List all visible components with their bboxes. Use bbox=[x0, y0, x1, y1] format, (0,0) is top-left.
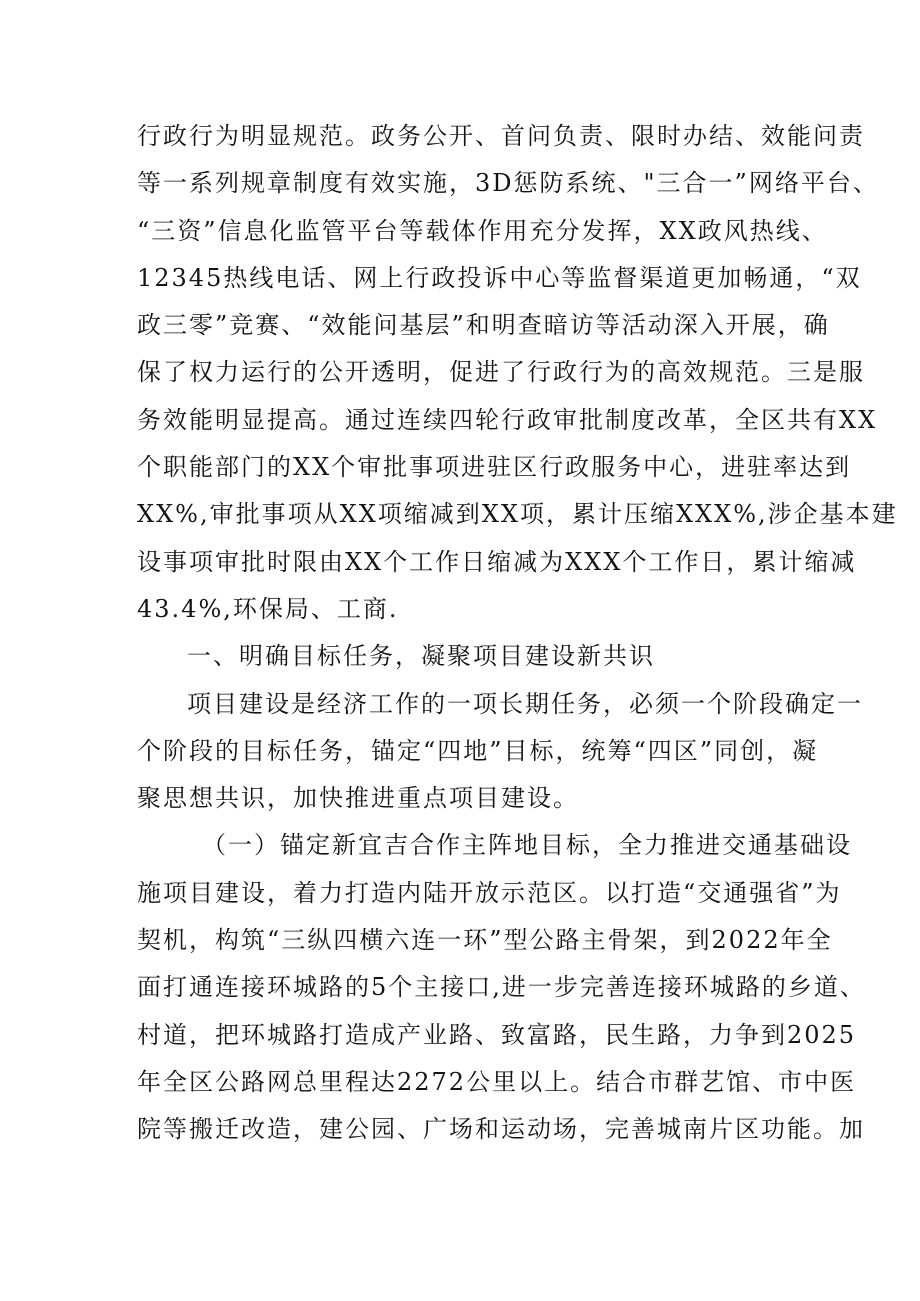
text-line: 保了权力运行的公开透明，促进了行政行为的高效规范。三是服 bbox=[137, 358, 865, 387]
text-line: 个职能部门的XX个审批事项进驻区行政服务中心，进驻率达到 bbox=[137, 453, 852, 482]
text-line: 聚思想共识，加快推进重点项目建设。 bbox=[137, 784, 579, 813]
text-line: 43.4%,环保局、工商. bbox=[137, 594, 399, 623]
subsection-first-line: （一）锚定新宜吉合作主阵地目标，全力推进交通基础设 bbox=[202, 831, 852, 860]
text-line: 设事项审批时限由XX个工作日缩减为XXX个工作日，累计缩减 bbox=[137, 547, 857, 576]
text-line: 行政行为明显规范。政务公开、首问负责、限时办结、效能问责 bbox=[137, 122, 865, 150]
document-body bbox=[137, 113, 898, 1154]
text-line: 12345热线电话、网上行政投诉中心等监督渠道更加畅通，“双 bbox=[137, 263, 862, 292]
text-line: 政三零”竞赛、“效能问基层”和明查暗访等活动深入开展，确 bbox=[137, 311, 830, 340]
text-line: 个阶段的目标任务，锚定“四地”目标，统筹“四区”同创，凝 bbox=[137, 736, 819, 765]
text-line: 村道，把环城路打造成产业路、致富路，民生路，力争到2025 bbox=[137, 1020, 857, 1049]
text-line: XX%,审批事项从XX项缩减到XX项，累计压缩XXX%,涉企基本建 bbox=[137, 500, 898, 529]
text-line: “三资”信息化监管平台等载体作用充分发挥，XX政风热线、 bbox=[137, 216, 828, 245]
paragraph-first-line: 项目建设是经济工作的一项长期任务，必须一个阶段确定一 bbox=[187, 689, 863, 718]
text-line: 年全区公路网总里程达2272公里以上。结合市群艺馆、市中医 bbox=[137, 1067, 857, 1096]
text-line: 契机，构筑“三纵四横六连一环”型公路主骨架，到2022年全 bbox=[137, 926, 833, 955]
text-line: 院等搬迁改造，建公园、广场和运动场，完善城南片区功能。加 bbox=[137, 1115, 865, 1144]
text-line: 施项目建设，着力打造内陆开放示范区。以打造“交通强省”为 bbox=[137, 878, 842, 907]
text-line: 面打通连接环城路的5个主接口,进一步完善连接环城路的乡道、 bbox=[137, 973, 866, 1002]
text-line: 务效能明显提高。通过连续四轮行政审批制度改革，全区共有XX bbox=[137, 405, 878, 434]
text-line: 等一系列规章制度有效实施，3D惩防系统、"三合一”网络平台、 bbox=[137, 169, 879, 198]
section-heading: 一、明确目标任务，凝聚项目建设新共识 bbox=[187, 642, 655, 671]
